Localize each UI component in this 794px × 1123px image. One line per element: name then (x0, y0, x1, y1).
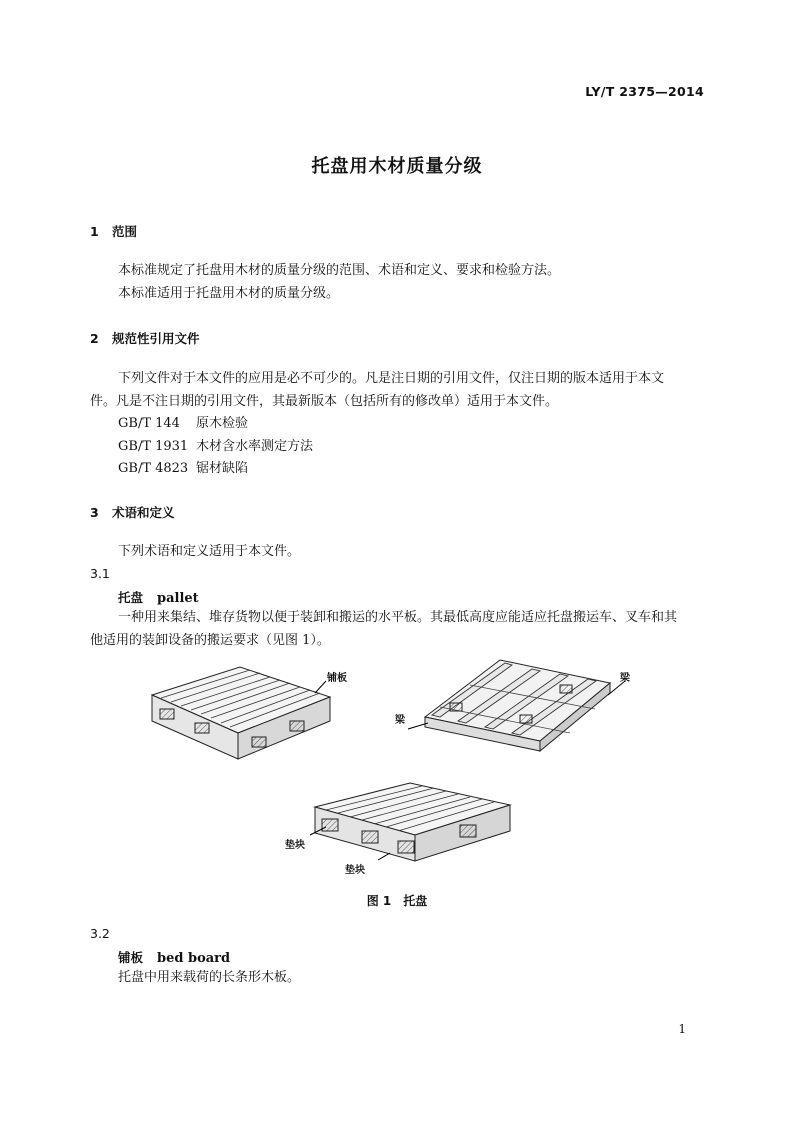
label-block: 垫块 (285, 840, 305, 851)
figure-caption (0, 892, 794, 909)
reference-item (118, 413, 248, 435)
reference-code: GB/T 1931 (118, 439, 189, 454)
term-entry (118, 947, 230, 966)
pallet-deck-view (152, 667, 330, 759)
term-definition: 托盘中用来载荷的长条形木板。 (118, 970, 301, 985)
pallet-figure (140, 655, 660, 885)
term-chinese: 托盘 (118, 590, 144, 605)
pallet-block-view (310, 783, 510, 861)
figure-number: 图 1 (366, 894, 392, 908)
section-number: 3 (90, 505, 99, 520)
term-definition: 他适用的装卸设备的搬运要求（见图 1）。 (90, 633, 330, 648)
figure-title: 托盘 (403, 894, 428, 908)
paragraph: 本标准规定了托盘用木材的质量分级的范围、术语和定义、要求和检验方法。 (118, 263, 561, 278)
term-definition: 一种用来集结、堆存货物以便于装卸和搬运的水平板。其最低高度应能适应托盘搬运车、叉车和其 (118, 610, 678, 625)
reference-item (118, 436, 313, 458)
section-number: 1 (90, 224, 99, 239)
section-number: 2 (90, 331, 99, 346)
reference-title: 原木检验 (196, 416, 249, 431)
pallet-underside-view (408, 660, 625, 751)
paragraph: 下列文件对于本文件的应用是必不可少的。凡是注日期的引用文件，仅注日期的版本适用于本文 (118, 371, 665, 386)
standard-code: LY/T 2375—2014 (585, 84, 704, 99)
label-bed-board: 铺板 (327, 673, 347, 684)
reference-item (118, 458, 248, 480)
term-english: pallet (157, 591, 199, 606)
paragraph: 下列术语和定义适用于本文件。 (118, 544, 301, 559)
section-2-heading (90, 329, 200, 347)
term-chinese: 铺板 (118, 950, 144, 965)
term-number: 3.2 (90, 926, 110, 941)
term-english: bed board (157, 951, 231, 966)
pallet-illustrations (140, 655, 660, 885)
term-number: 3.1 (90, 566, 110, 581)
reference-title: 锯材缺陷 (196, 461, 249, 476)
section-3-heading (90, 503, 175, 521)
page-number: 1 (678, 1022, 686, 1036)
reference-code: GB/T 4823 (118, 461, 189, 476)
label-beam: 梁 (620, 673, 630, 684)
label-beam: 梁 (395, 715, 405, 726)
reference-title: 木材含水率测定方法 (196, 439, 314, 454)
document-title: 托盘用木材质量分级 (311, 156, 483, 177)
section-title: 术语和定义 (112, 505, 175, 520)
paragraph: 本标准适用于托盘用木材的质量分级。 (118, 286, 340, 301)
section-title: 范围 (112, 224, 138, 239)
label-block: 垫块 (345, 865, 365, 876)
section-1-heading (90, 222, 137, 240)
reference-code: GB/T 144 (118, 416, 180, 431)
paragraph: 件。凡是不注日期的引用文件，其最新版本（包括所有的修改单）适用于本文件。 (90, 394, 559, 409)
term-entry (118, 587, 199, 606)
section-title: 规范性引用文件 (112, 331, 200, 346)
